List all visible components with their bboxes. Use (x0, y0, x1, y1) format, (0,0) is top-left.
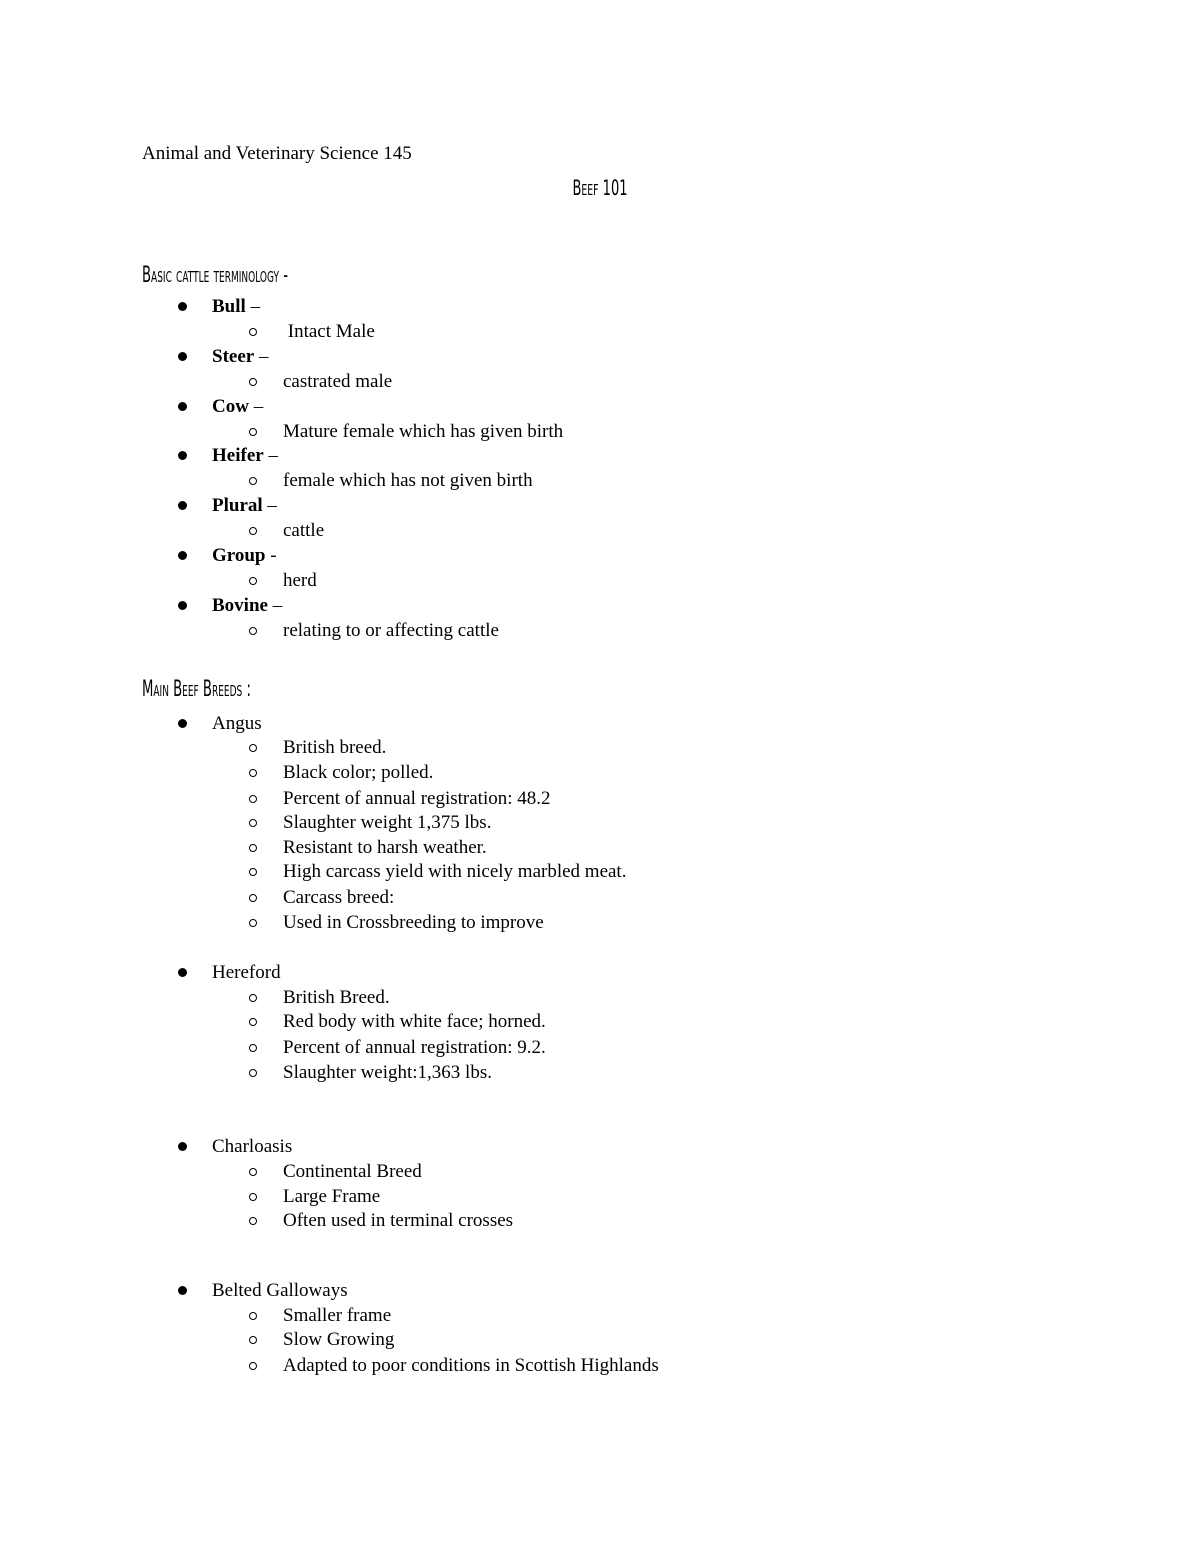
circle-bullet-icon (249, 378, 257, 386)
circle-bullet-icon (249, 744, 257, 752)
circle-bullet-icon (249, 428, 257, 436)
term-separator: – (248, 396, 264, 417)
circle-bullet-icon (249, 328, 257, 336)
circle-bullet-icon (249, 627, 257, 635)
bullet-icon (178, 501, 187, 510)
circle-bullet-icon (249, 577, 257, 585)
breed-name: Hereford (212, 962, 281, 983)
circle-bullet-icon (249, 894, 257, 902)
term-separator: – (262, 495, 277, 516)
terminology-heading: Basic cattle terminology - (142, 263, 288, 288)
circle-bullet-icon (249, 868, 257, 876)
breeds-heading: Main Beef Breeds : (142, 677, 251, 702)
circle-bullet-icon (249, 819, 257, 827)
term-definition: Mature female which has given birth (283, 421, 564, 442)
term-definition: female which has not given birth (283, 470, 533, 491)
term-separator: – (263, 445, 278, 466)
circle-bullet-icon (249, 527, 257, 535)
breed-name: Charloasis (212, 1136, 293, 1157)
term-separator: – (267, 595, 283, 616)
term-definition: cattle (283, 520, 325, 541)
circle-bullet-icon (249, 1018, 257, 1026)
circle-bullet-icon (249, 994, 257, 1002)
circle-bullet-icon (249, 1217, 257, 1225)
circle-bullet-icon (249, 1362, 257, 1370)
term-label: Cow (212, 396, 249, 417)
term-separator: – (245, 296, 261, 317)
term-definition: relating to or affecting cattle (283, 620, 499, 641)
bullet-icon (178, 968, 187, 977)
term-label: Group (212, 545, 266, 566)
bullet-icon (178, 1286, 187, 1295)
bullet-icon (178, 719, 187, 728)
bullet-icon (178, 1142, 187, 1151)
circle-bullet-icon (249, 795, 257, 803)
document-title: Beef 101 (572, 176, 628, 200)
term-label: Bull (212, 296, 246, 317)
bullet-icon (178, 601, 187, 610)
circle-bullet-icon (249, 844, 257, 852)
circle-bullet-icon (249, 919, 257, 927)
circle-bullet-icon (249, 1069, 257, 1077)
term-label: Bovine (212, 595, 268, 616)
term-definition: Intact Male (283, 321, 375, 342)
bullet-icon (178, 451, 187, 460)
circle-bullet-icon (249, 1044, 257, 1052)
term-label: Plural (212, 495, 263, 516)
breed-name: Angus (212, 713, 262, 734)
circle-bullet-icon (249, 1168, 257, 1176)
bullet-icon (178, 402, 187, 411)
term-label: Steer (212, 346, 255, 367)
bullet-icon (178, 551, 187, 560)
bullet-icon (178, 302, 187, 311)
term-separator: - (265, 545, 277, 566)
term-definition: castrated male (283, 371, 393, 392)
circle-bullet-icon (249, 1312, 257, 1320)
term-label: Heifer (212, 445, 264, 466)
breed-name: Belted Galloways (212, 1280, 348, 1301)
term-definition: herd (283, 570, 317, 591)
circle-bullet-icon (249, 477, 257, 485)
circle-bullet-icon (249, 1336, 257, 1344)
course-name: Animal and Veterinary Science 145 (142, 143, 412, 164)
circle-bullet-icon (249, 769, 257, 777)
circle-bullet-icon (249, 1193, 257, 1201)
term-separator: – (254, 346, 269, 367)
bullet-icon (178, 352, 187, 361)
